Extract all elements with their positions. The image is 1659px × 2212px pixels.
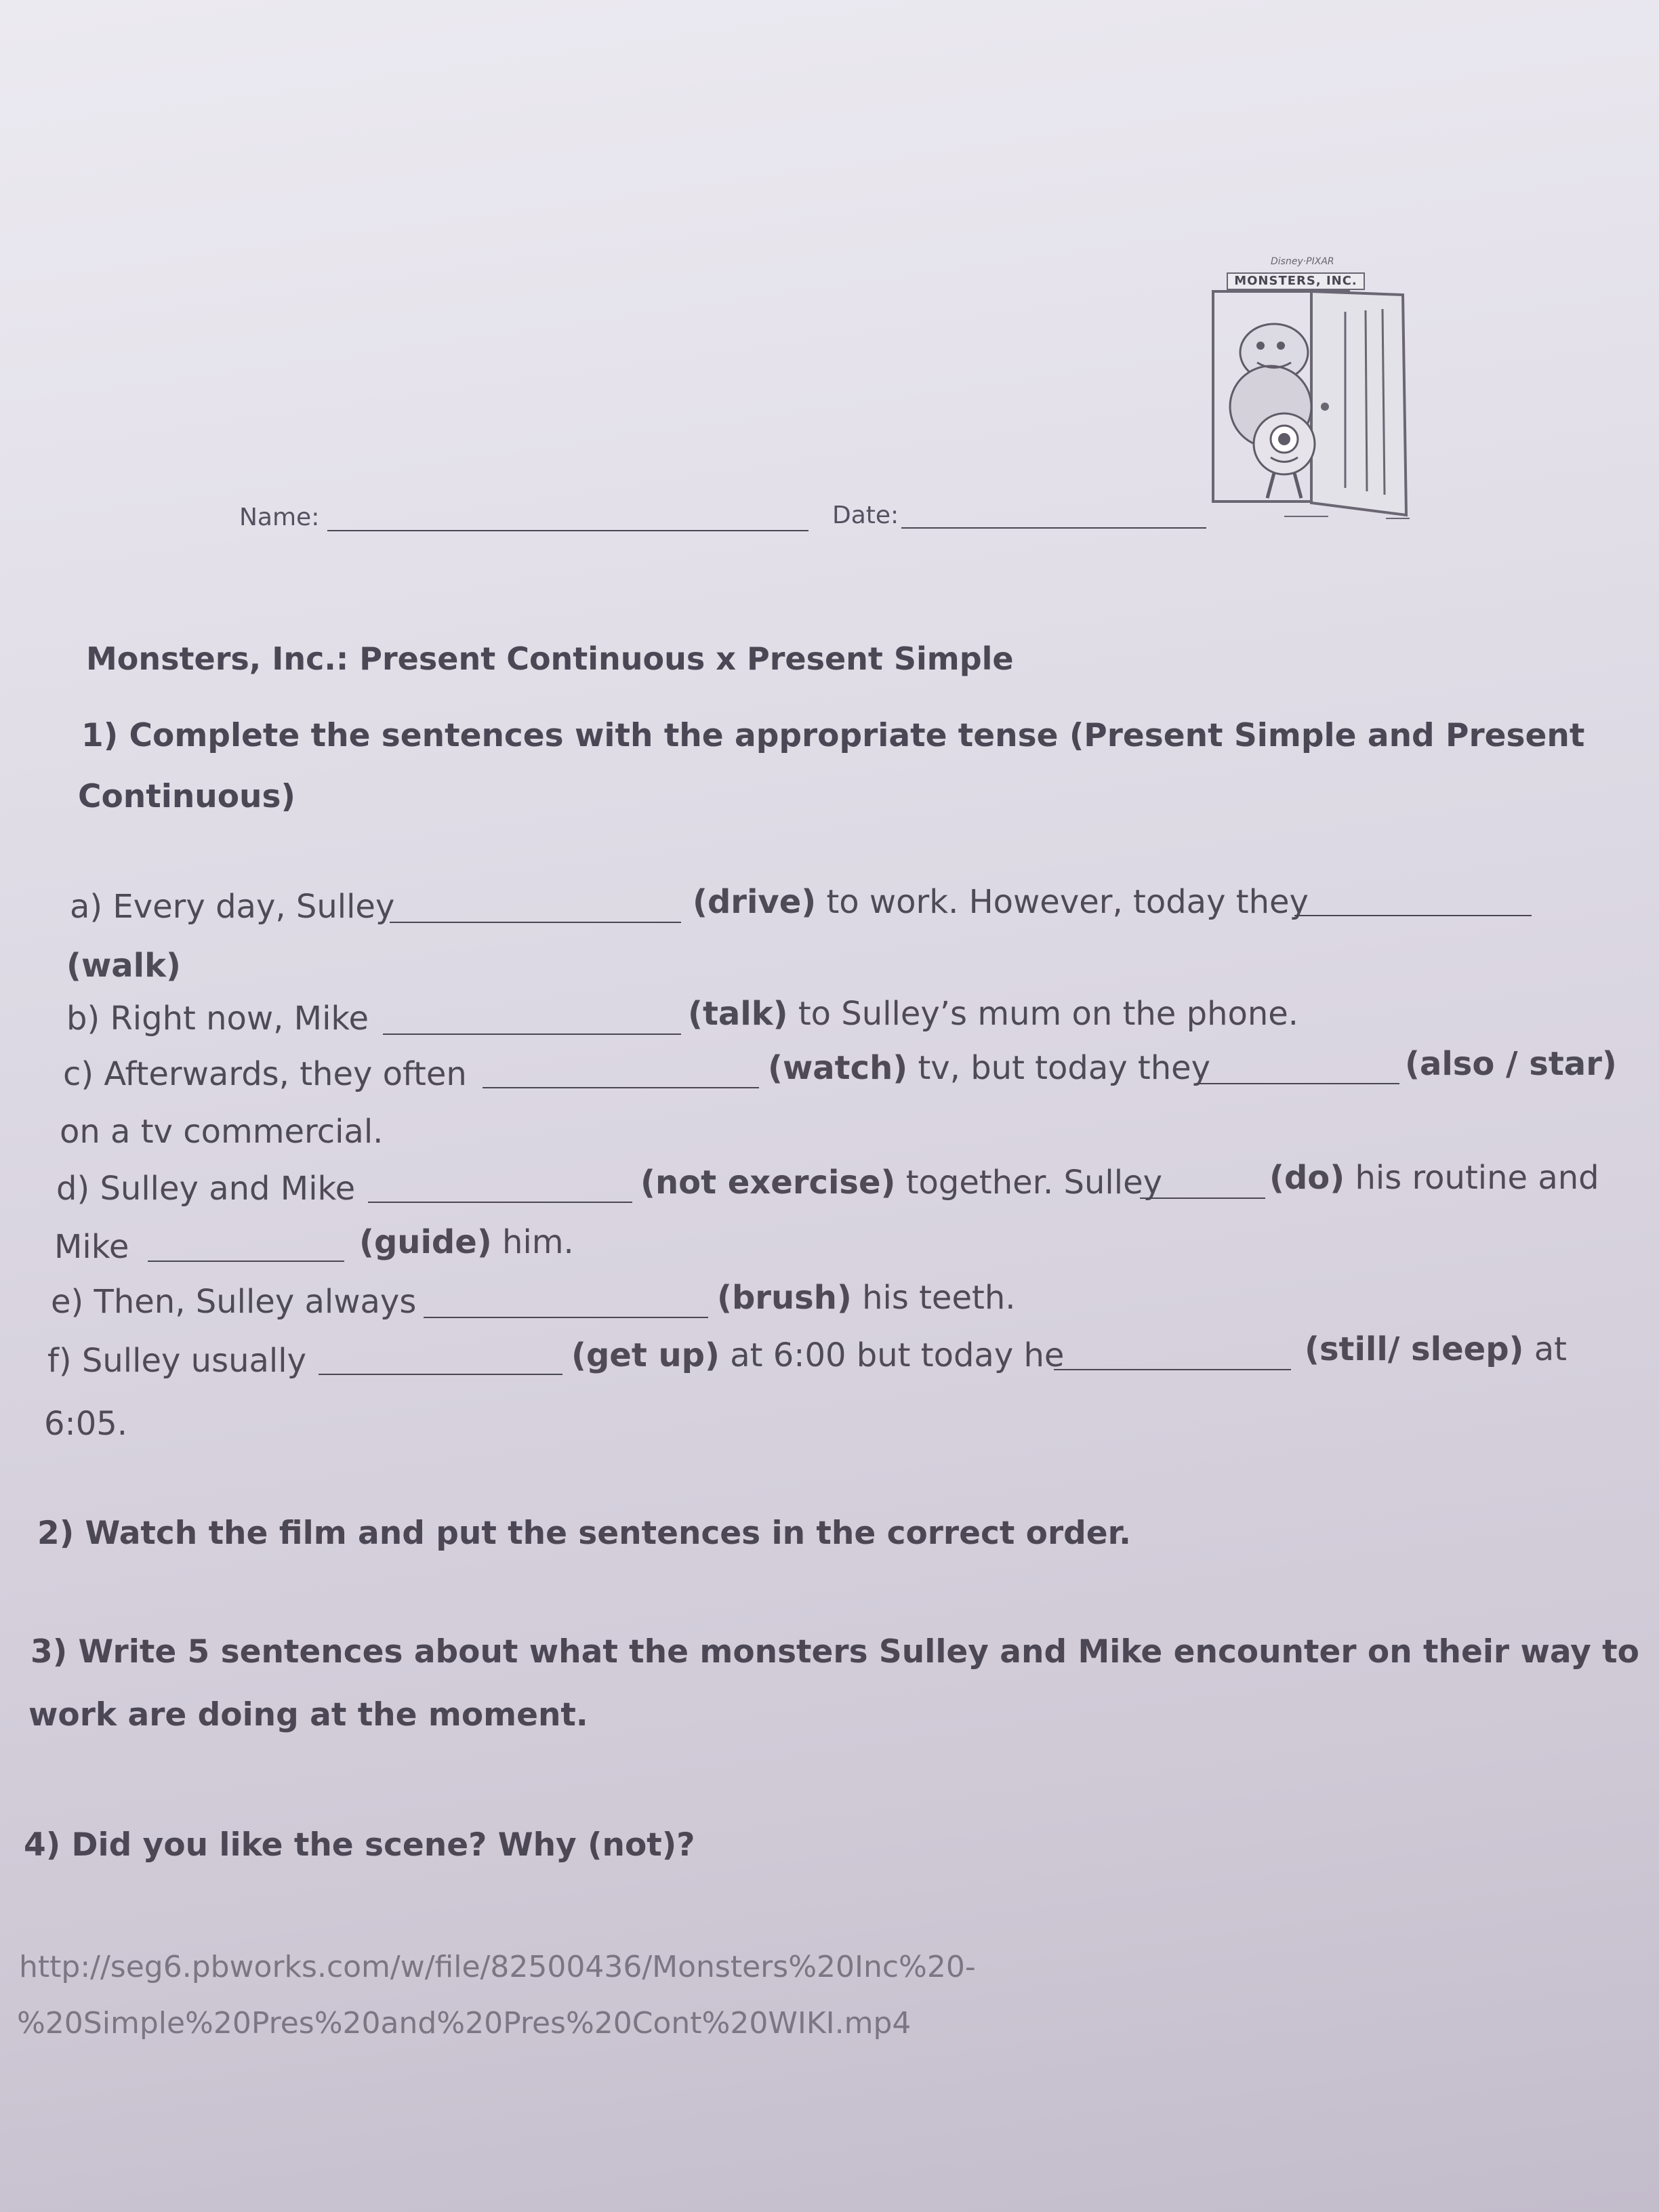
sentence-f-start: f) Sulley usually bbox=[47, 1342, 306, 1380]
door-illustration-icon bbox=[1210, 264, 1413, 522]
sentence-d-text2: his routine and bbox=[1345, 1159, 1599, 1197]
blank-f2[interactable] bbox=[1054, 1369, 1291, 1370]
q2-instruction: 2) Watch the film and put the sentences in the correct order. bbox=[37, 1515, 1131, 1552]
blank-d1[interactable] bbox=[368, 1202, 632, 1203]
sentence-c-text: tv, but today they bbox=[907, 1049, 1211, 1087]
verb-guide: (guide) bbox=[359, 1223, 492, 1261]
sentence-f-time: 6:05. bbox=[44, 1405, 128, 1443]
blank-a1[interactable] bbox=[390, 922, 681, 923]
sentence-d-end bbox=[359, 1223, 574, 1261]
sentence-d-mike: Mike bbox=[54, 1228, 129, 1266]
sentence-e-text: his teeth. bbox=[851, 1279, 1016, 1317]
sentence-d-text3: him. bbox=[491, 1223, 574, 1261]
verb-still-sleep: (still/ sleep) bbox=[1305, 1330, 1524, 1368]
date-label: Date: bbox=[832, 501, 899, 529]
q1-instruction-line1: 1) Complete the sentences with the appropriate tense (Present Simple and Present bbox=[81, 717, 1585, 754]
verb-talk: (talk) bbox=[688, 995, 788, 1033]
blank-e[interactable] bbox=[424, 1317, 708, 1318]
sentence-e-start: e) Then, Sulley always bbox=[51, 1283, 417, 1321]
worksheet-title: Monsters, Inc.: Present Continuous x Present Simple bbox=[86, 640, 1014, 677]
date-field-line[interactable] bbox=[901, 527, 1206, 529]
q1-instruction-line2: Continuous) bbox=[78, 778, 295, 815]
sentence-f-end bbox=[1305, 1330, 1567, 1368]
q3-instruction-line1: 3) Write 5 sentences about what the monsters Sulley and Mike encounter on their way to bbox=[30, 1633, 1639, 1671]
verb-watch: (watch) bbox=[768, 1049, 908, 1087]
sentence-d-start: d) Sulley and Mike bbox=[56, 1170, 356, 1208]
verb-drive: (drive) bbox=[693, 883, 817, 921]
sentence-e-end bbox=[717, 1279, 1016, 1317]
sentence-c-end: on a tv commercial. bbox=[60, 1113, 384, 1151]
sentence-f-text: at 6:00 but today he bbox=[719, 1336, 1065, 1374]
sentence-d-routine bbox=[1269, 1159, 1599, 1197]
sentence-a-text: to work. However, today they bbox=[816, 883, 1309, 921]
sentence-d-text: together. Sulley bbox=[895, 1164, 1163, 1202]
verb-not-exercise: (not exercise) bbox=[640, 1164, 896, 1202]
q3-instruction-line2: work are doing at the moment. bbox=[28, 1696, 588, 1734]
verb-brush: (brush) bbox=[717, 1279, 852, 1317]
blank-a2[interactable] bbox=[1294, 915, 1532, 916]
sentence-b-start: b) Right now, Mike bbox=[66, 1000, 369, 1038]
video-link-line1[interactable]: http://seg6.pbworks.com/w/file/82500436/Monsters%20Inc%20- bbox=[19, 1950, 976, 1984]
sentence-f-text2: at bbox=[1523, 1330, 1567, 1368]
video-link-line2[interactable]: %20Simple%20Pres%20and%20Pres%20Cont%20WIKI.mp4 bbox=[17, 2006, 912, 2041]
logo-banner: MONSTERS, INC. bbox=[1227, 272, 1365, 290]
blank-b[interactable] bbox=[383, 1033, 681, 1035]
sentence-a-middle bbox=[693, 883, 1309, 921]
blank-d2[interactable] bbox=[1140, 1197, 1265, 1199]
studio-text: Disney·PIXAR bbox=[1271, 256, 1334, 267]
blank-d3[interactable] bbox=[148, 1261, 344, 1262]
sentence-c-start: c) Afterwards, they often bbox=[63, 1055, 467, 1093]
verb-get-up: (get up) bbox=[571, 1336, 720, 1374]
q4-instruction: 4) Did you like the scene? Why (not)? bbox=[24, 1826, 695, 1864]
blank-f1[interactable] bbox=[319, 1374, 562, 1375]
blank-c1[interactable] bbox=[483, 1087, 759, 1088]
name-label: Name: bbox=[239, 504, 320, 531]
sentence-f-middle bbox=[571, 1336, 1064, 1374]
blank-c2[interactable] bbox=[1196, 1083, 1399, 1084]
sentence-b-text: to Sulley’s mum on the phone. bbox=[787, 995, 1299, 1033]
monsters-inc-logo bbox=[1210, 256, 1413, 522]
sentence-d-middle bbox=[640, 1164, 1162, 1202]
sentence-c-middle bbox=[768, 1049, 1210, 1087]
sentence-b-end bbox=[688, 995, 1298, 1033]
verb-walk: (walk) bbox=[66, 947, 181, 985]
name-field-line[interactable] bbox=[327, 530, 808, 531]
verb-also-star: (also / star) bbox=[1405, 1045, 1617, 1083]
sentence-a-start: a) Every day, Sulley bbox=[70, 888, 395, 926]
verb-do: (do) bbox=[1269, 1159, 1345, 1197]
